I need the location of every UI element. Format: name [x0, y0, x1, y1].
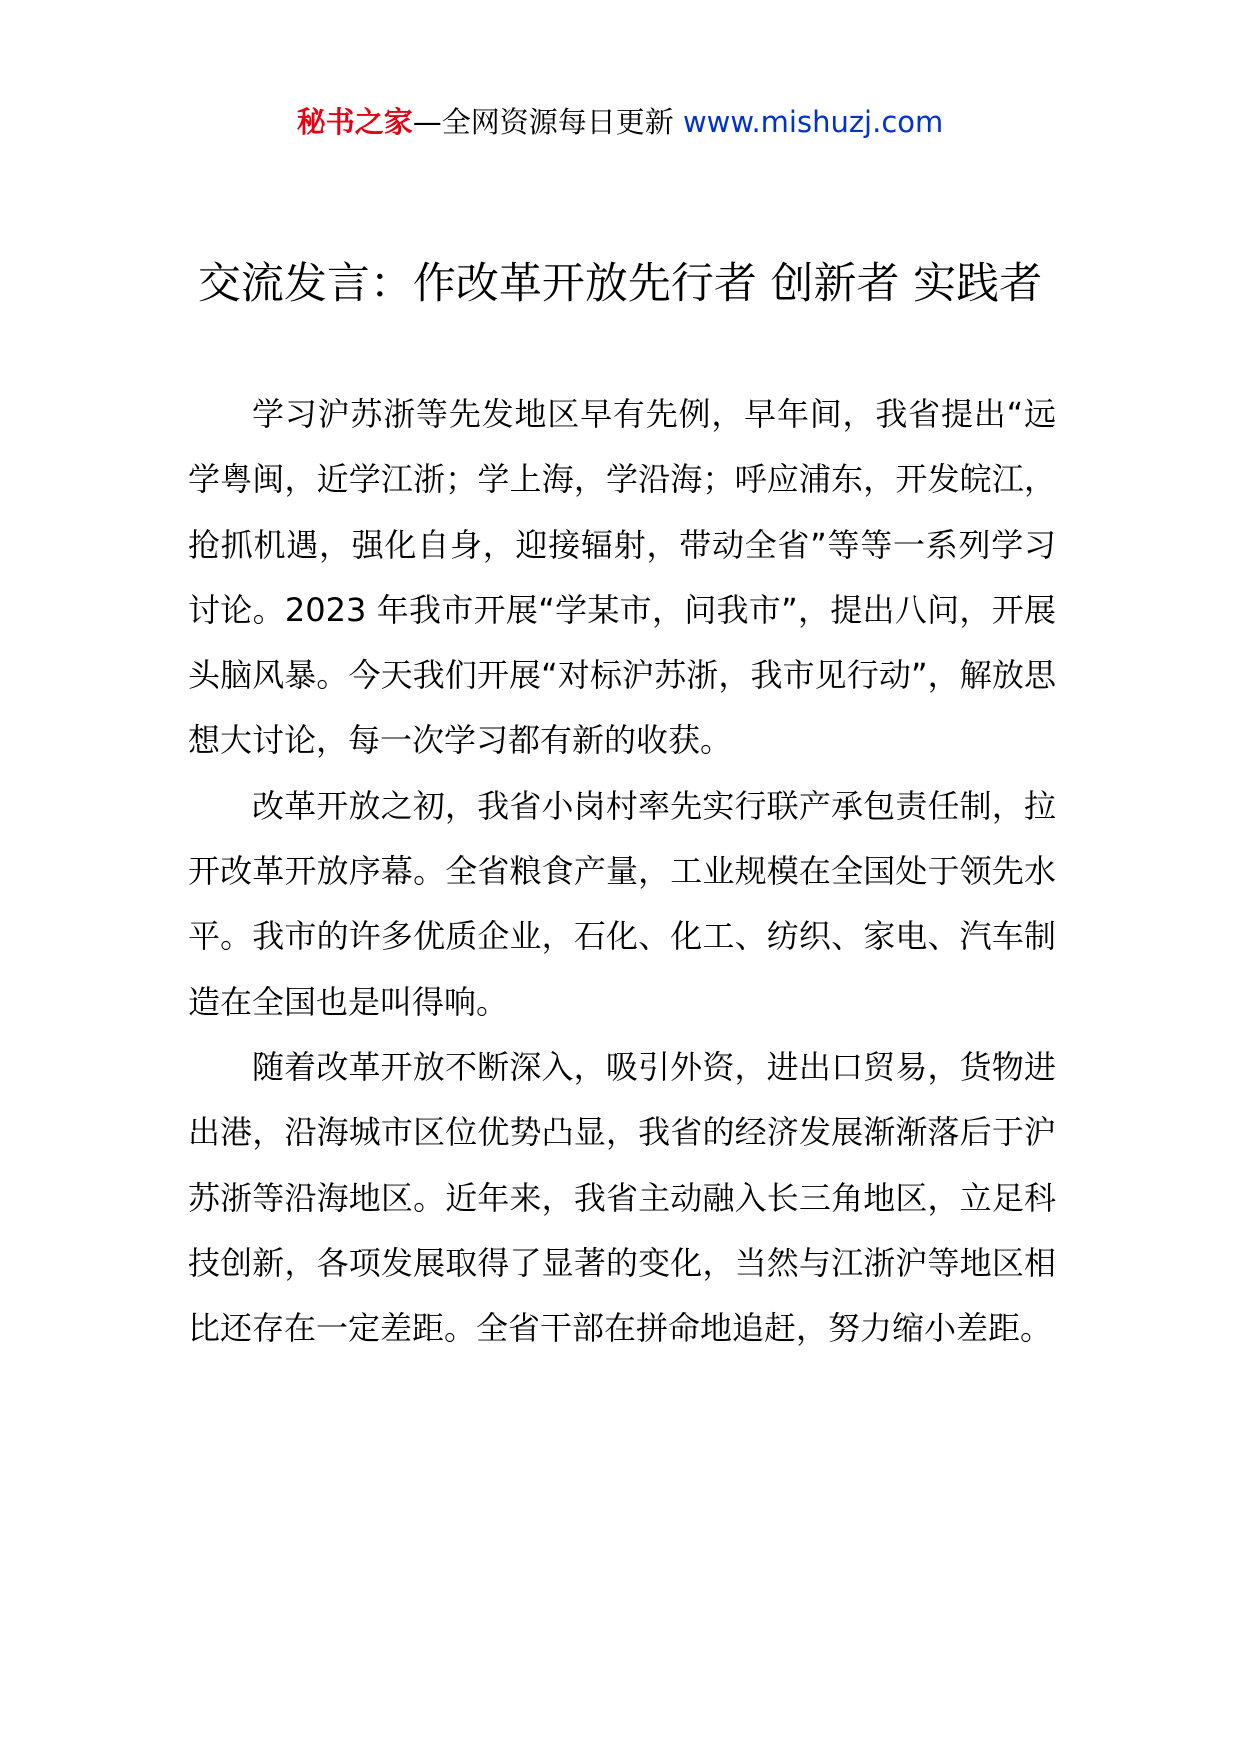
site-header [0, 100, 1240, 144]
paragraph: 学习沪苏浙等先发地区早有先例，早年间，我省提出“远学粤闽，近学江浙；学上海，学沿海；呼应浦东，开发皖江，抢抓机遇，强化自身，迎接辐射，带动全省”等等一系列学习讨论。2023 年我市开展“学某市，问我市”，提出八问，开展头脑风暴。今天我们开展“对标沪苏浙，我市见行动”，解放思想大讨论，每一次学习都有新的收获。 [188, 395, 1056, 760]
header-slogan: —全网资源每日更新 [412, 105, 674, 139]
document-title: 交流发言：作改革开放先行者 创新者 实践者 [197, 259, 1043, 309]
brand-name: 秘书之家 [296, 105, 413, 139]
site-url-link[interactable]: www.mishuzj.com [682, 105, 944, 139]
paragraph: 随着改革开放不断深入，吸引外资，进出口贸易，货物进出港，沿海城市区位优势凸显，我省的经济发展渐渐落后于沪苏浙等沿海地区。近年来，我省主动融入长三角地区，立足科技创新，各项发展取得了显著的变化，当然与江浙沪等地区相比还存在一定差距。全省干部在拼命地追赶，努力缩小差距。 [188, 1047, 1056, 1348]
paragraph: 改革开放之初，我省小岗村率先实行联产承包责任制，拉开改革开放序幕。全省粮食产量，工业规模在全国处于领先水平。我市的许多优质企业，石化、化工、纺织、家电、汽车制造在全国也是叫得响。 [188, 786, 1056, 1021]
document-body [188, 382, 1056, 1361]
